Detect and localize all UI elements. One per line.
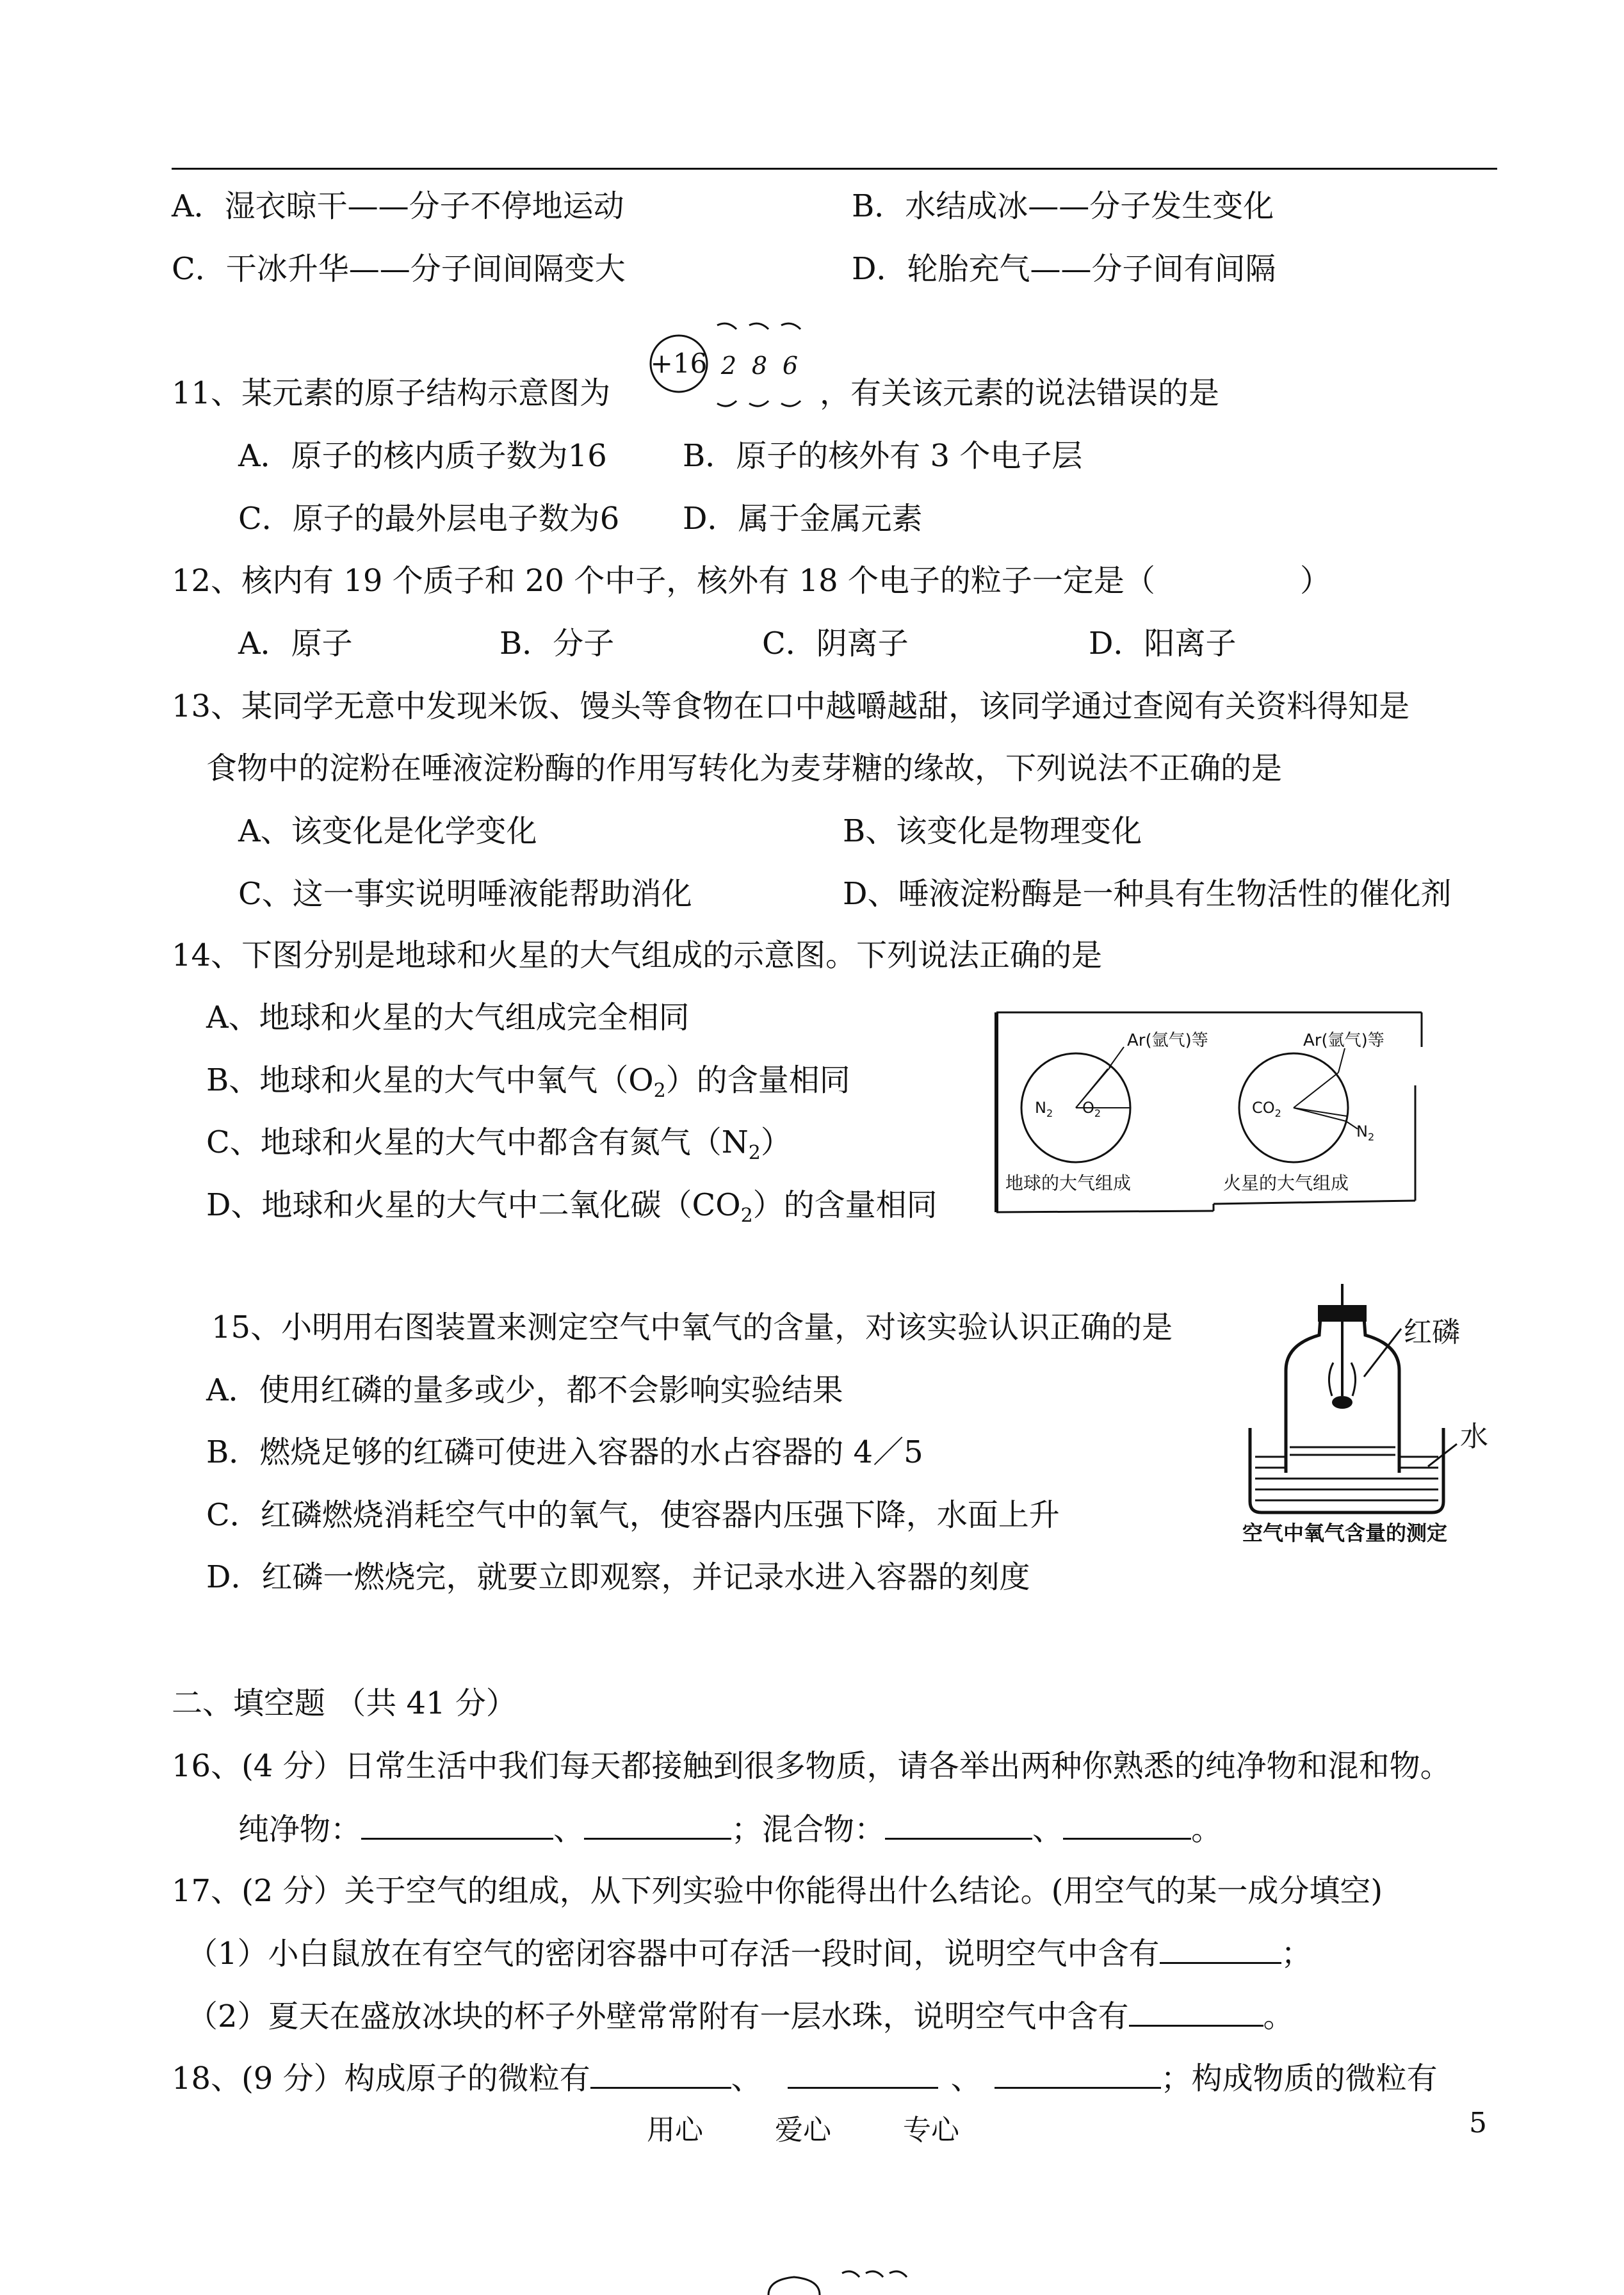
- q15-option-a: A．使用红磷的量多或少，都不会影响实验结果: [206, 1372, 843, 1408]
- q17-blank-2[interactable]: [1129, 1997, 1263, 2027]
- q17-blank-1[interactable]: [1160, 1934, 1281, 1964]
- q16-mixture-blank-1[interactable]: [885, 1810, 1032, 1840]
- q10-option-d: D．轮胎充气——分子间有间隔: [852, 251, 1276, 287]
- q15-option-b: B．燃烧足够的红磷可使进入容器的水占容器的 4／5: [206, 1434, 923, 1470]
- mars-caption: 火星的大气组成: [1223, 1172, 1349, 1194]
- atom-nucleus-label: +16: [650, 348, 708, 379]
- shell-1-electrons: 2: [720, 352, 737, 380]
- q18-blank-1[interactable]: [590, 2059, 731, 2089]
- shell-3-electrons: 6: [782, 352, 799, 380]
- q18-blank-3[interactable]: [995, 2059, 1161, 2089]
- earth-ar-label: Ar(氩气)等: [1127, 1031, 1208, 1050]
- page-number: 5: [1469, 2107, 1487, 2139]
- partial-atom-diagram-fragment: [756, 2254, 922, 2295]
- earth-n2-label: $N_2$: [1035, 1099, 1053, 1119]
- q16-stem: 16、(4 分）日常生活中我们每天都接触到很多物质，请各举出两种你熟悉的纯净物和混和物。: [172, 1748, 1451, 1784]
- q14-option-a: A、地球和火星的大气组成完全相同: [206, 1000, 690, 1035]
- header-rule: [172, 168, 1497, 170]
- q14-stem: 14、下图分别是地球和火星的大气组成的示意图。下列说法正确的是: [172, 937, 1103, 973]
- q16-mixture-blank-2[interactable]: [1063, 1810, 1191, 1840]
- mars-co2-label: $CO_2$: [1252, 1099, 1281, 1119]
- q10-option-a: A．湿衣晾干——分子不停地运动: [172, 188, 624, 224]
- q12-option-b: B．分子: [499, 626, 615, 661]
- atom-structure-diagram: [647, 307, 826, 423]
- q12-option-d: D．阳离子: [1089, 626, 1237, 661]
- q11-option-c: C．原子的最外层电子数为6: [238, 501, 620, 537]
- q14-option-d: D、地球和火星的大气中二氧化碳$(CO_2)$的含量相同: [206, 1187, 938, 1227]
- q11-option-d: D．属于金属元素: [683, 501, 923, 537]
- q13-stem-line2: 食物中的淀粉在唾液淀粉酶的作用写转化为麦芽糖的缘故，下列说法不正确的是: [206, 750, 1283, 786]
- water-label: 水: [1460, 1420, 1488, 1453]
- q13-stem-line1: 13、某同学无意中发现米饭、馒头等食物在口中越嚼越甜，该同学通过查阅有关资料得知是: [172, 688, 1410, 724]
- q17-item-2: （2）夏天在盛放冰块的杯子外壁常常附有一层水珠，说明空气中含有 。: [187, 1997, 1294, 2036]
- q14-option-c: C、地球和火星的大气中都含有氮气$(N_2)$: [206, 1124, 792, 1164]
- q10-option-b: B．水结成冰——分子发生变化: [852, 188, 1274, 224]
- q14-option-b: B、地球和火星的大气中氧气$(O_2)$的含量相同: [206, 1062, 850, 1102]
- q12-stem: 12、核内有 19 个质子和 20 个中子，核外有 18 个电子的粒子一定是（: [172, 563, 1155, 599]
- footer-motto-2: 爱心: [775, 2114, 831, 2146]
- red-phosphorus-label: 红磷: [1404, 1316, 1460, 1349]
- q16-answer-line: 纯净物： 、 ；混合物： 、 。: [238, 1810, 1222, 1849]
- q18-stem: 18、(9 分）构成原子的微粒有 、 、 ；构成物质的微粒有: [172, 2059, 1438, 2098]
- earth-caption: 地球的大气组成: [1005, 1172, 1132, 1194]
- earth-o2-label: $O_2$: [1082, 1099, 1101, 1119]
- q15-option-d: D．红磷一燃烧完，就要立即观察，并记录水进入容器的刻度: [206, 1559, 1030, 1595]
- q17-stem: 17、(2 分）关于空气的组成，从下列实验中你能得出什么结论。(用空气的某一成分填空): [172, 1873, 1383, 1909]
- q12-option-a: A．原子: [238, 626, 353, 661]
- footer-motto-1: 用心: [647, 2114, 703, 2146]
- q11-stem-tail: ，有关该元素的说法错误的是: [820, 375, 1220, 411]
- q15-option-c: C．红磷燃烧消耗空气中的氧气，使容器内压强下降，水面上升: [206, 1497, 1060, 1533]
- q17-item-1: （1）小白鼠放在有空气的密闭容器中可存活一段时间，说明空气中含有 ；: [187, 1934, 1312, 1973]
- q11-option-a: A．原子的核内质子数为16: [238, 438, 607, 474]
- mars-ar-label: Ar(氩气)等: [1303, 1031, 1384, 1050]
- shell-2-electrons: 8: [751, 352, 768, 380]
- section2-title: 二、填空题 （共 41 分）: [172, 1685, 517, 1721]
- q13-option-b: B、该变化是物理变化: [843, 813, 1142, 849]
- apparatus-caption: 空气中氧气含量的测定: [1242, 1521, 1448, 1545]
- atmosphere-composition-figure: [993, 1009, 1428, 1217]
- q13-option-a: A、该变化是化学变化: [238, 813, 537, 849]
- oxygen-measurement-apparatus: [1236, 1281, 1505, 1550]
- q16-pure-blank-1[interactable]: [361, 1810, 553, 1840]
- q18-blank-2[interactable]: [788, 2059, 938, 2089]
- q13-option-c: C、这一事实说明唾液能帮助消化: [238, 876, 692, 912]
- q15-stem: 15、小明用右图装置来测定空气中氧气的含量，对该实验认识正确的是: [211, 1310, 1173, 1345]
- mars-n2-label: $N_2$: [1356, 1123, 1375, 1143]
- q11-stem: 11、某元素的原子结构示意图为: [172, 375, 611, 411]
- q10-option-c: C．干冰升华——分子间间隔变大: [172, 251, 626, 287]
- q11-option-b: B．原子的核外有 3 个电子层: [683, 438, 1083, 474]
- q16-pure-blank-2[interactable]: [584, 1810, 731, 1840]
- q12-option-c: C．阴离子: [762, 626, 909, 661]
- footer-motto-3: 专心: [903, 2114, 959, 2146]
- q13-option-d: D、唾液淀粉酶是一种具有生物活性的催化剂: [843, 876, 1452, 912]
- q12-answer-paren-close: ）: [1300, 563, 1331, 599]
